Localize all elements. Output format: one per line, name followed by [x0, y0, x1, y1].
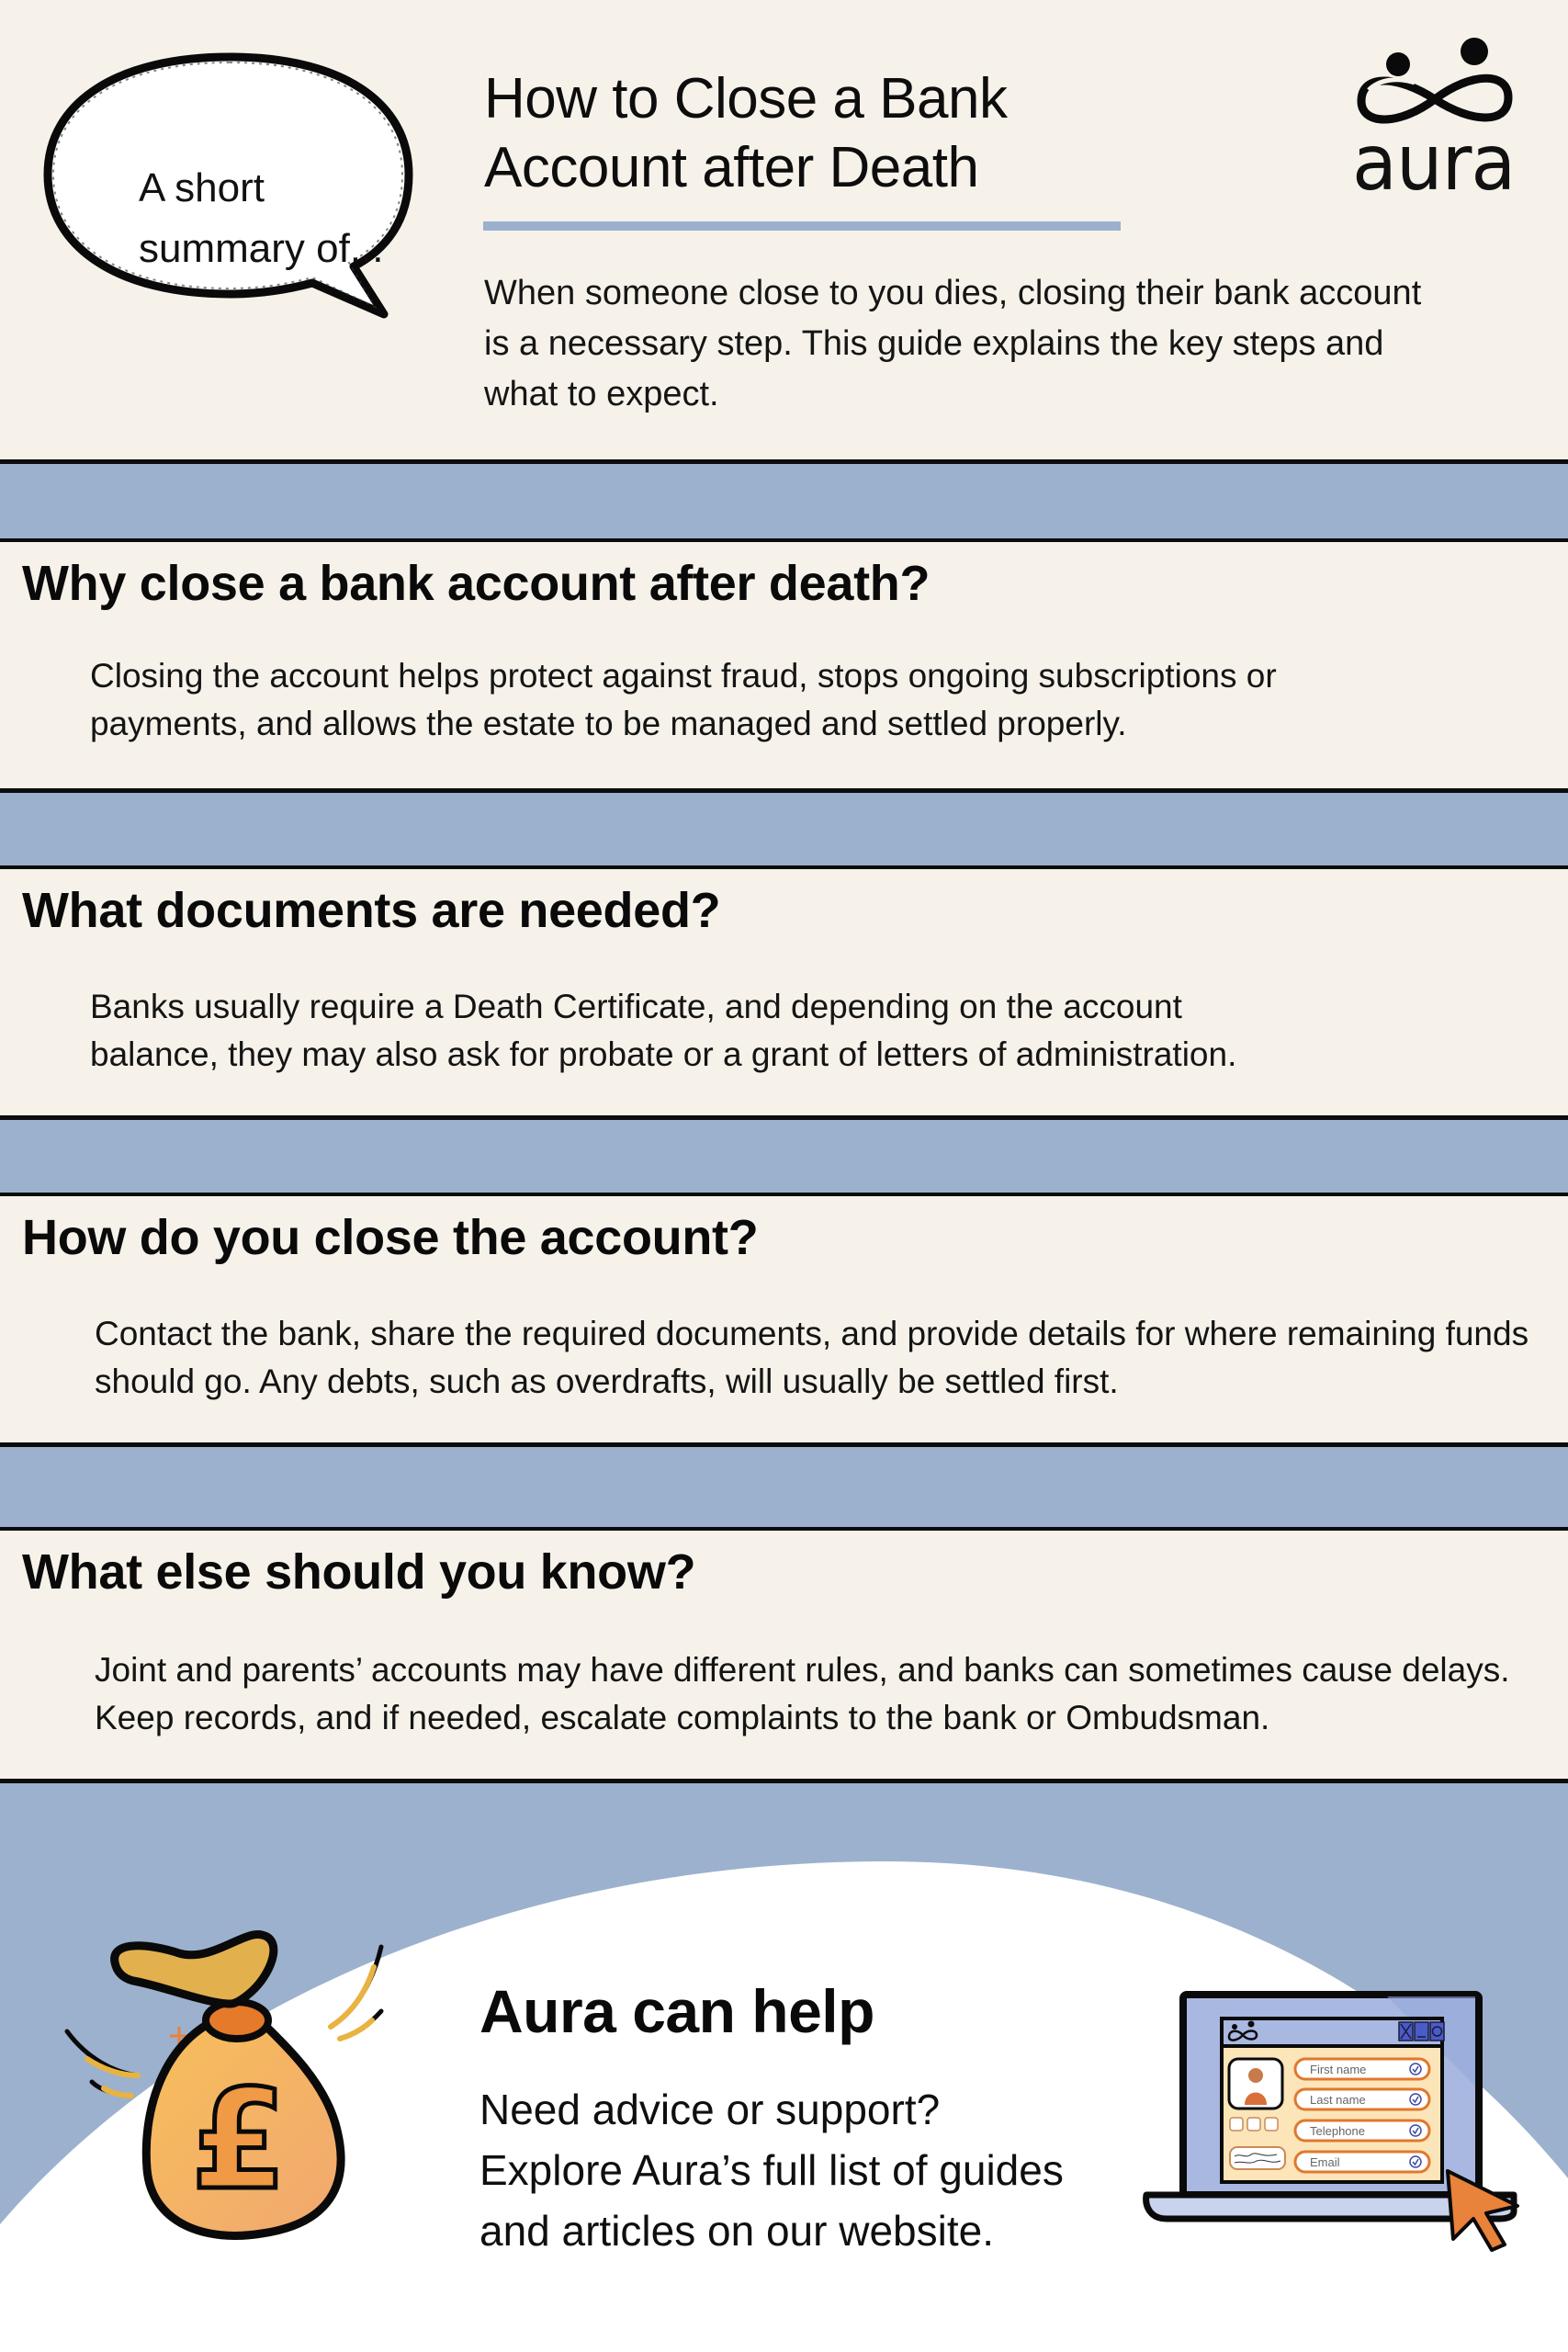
infinity-two-people-icon: [1343, 37, 1527, 129]
cta-body: [479, 2079, 1141, 2261]
cta-line-1: Need advice or support?: [479, 2086, 941, 2133]
section-heading: How do you close the account?: [22, 1210, 759, 1265]
page-title: [484, 64, 1182, 202]
section-body: Contact the bank, share the required documents, and provide details for where remaining funds should go. Any debts, such as overdrafts, will usually be settled first.: [95, 1315, 1529, 1400]
section-what-else: [0, 1531, 1568, 1781]
divider-band: [0, 1115, 1568, 1196]
form-field-last-name: [1295, 2089, 1429, 2109]
pound-sign: £: [190, 2061, 288, 2221]
title-underline: [483, 221, 1121, 231]
section-body: Closing the account helps protect against fraud, stops ongoing subscriptions or payments, and allows the estate to be managed and settled properly.: [90, 657, 1277, 742]
section-heading: What documents are needed?: [22, 883, 721, 938]
title-line-2: Account after Death: [484, 136, 979, 199]
section-how-close: [0, 1196, 1568, 1444]
divider-band: [0, 459, 1568, 542]
laptop-form-icon: [1139, 1976, 1543, 2261]
form-field-first-name: [1295, 2059, 1429, 2079]
bubble-line-1: A short: [139, 165, 265, 210]
cta-line-2: Explore Aura’s full list of guides: [479, 2146, 1064, 2194]
svg-text:First name: First name: [1310, 2063, 1367, 2076]
section-documents: [0, 869, 1568, 1117]
intro-paragraph: When someone close to you dies, closing their bank account is a necessary step. This guide explains the key steps and what to expect.: [484, 274, 1422, 413]
cta-line-3: and articles on our website.: [479, 2207, 994, 2255]
header: [0, 0, 1568, 463]
svg-text:Email: Email: [1310, 2155, 1340, 2169]
form-field-telephone: [1295, 2120, 1429, 2141]
cta-panel: [0, 1779, 1568, 2352]
bubble-line-2: summary of...: [139, 226, 384, 271]
cta-title: Aura can help: [479, 1977, 874, 2045]
title-line-1: How to Close a Bank: [484, 67, 1008, 130]
section-body: Banks usually require a Death Certificate, and depending on the account balance, they may also ask for probate or a grant of letters of administration.: [90, 988, 1237, 1073]
bubble-text: [139, 158, 414, 279]
section-why-close: [0, 542, 1568, 790]
section-heading: What else should you know?: [22, 1544, 696, 1600]
aura-logo: [1343, 37, 1527, 208]
section-heading: Why close a bank account after death?: [22, 556, 931, 611]
svg-text:Last name: Last name: [1310, 2093, 1366, 2107]
svg-text:Telephone: Telephone: [1310, 2124, 1365, 2138]
section-body: Joint and parents’ accounts may have different rules, and banks can sometimes cause delays. Keep records, and if needed, escalate complaints to the bank or Ombudsman.: [95, 1651, 1510, 1736]
logo-text: aura: [1352, 118, 1516, 208]
form-field-email: [1295, 2152, 1429, 2172]
divider-band: [0, 1442, 1568, 1531]
divider-band: [0, 788, 1568, 869]
speech-bubble: [37, 46, 423, 331]
money-bag-pound-icon: [51, 1912, 400, 2261]
